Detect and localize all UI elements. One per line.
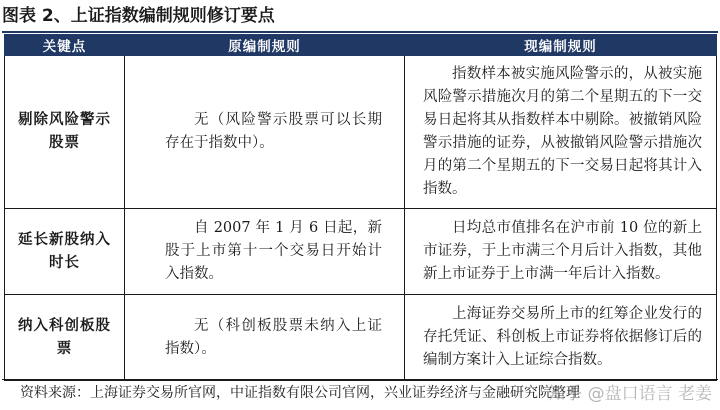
header-current-rules: 现编制规则 [405, 35, 717, 56]
table-header-row [5, 35, 717, 56]
rules-table [4, 34, 717, 381]
table-row [5, 209, 717, 295]
key-point-cell: 延长新股纳入时长 [5, 209, 125, 295]
title-underline [2, 31, 718, 33]
current-rule-cell [405, 56, 717, 209]
original-rule-cell [125, 209, 405, 295]
figure-title: 图表 2、上证指数编制规则修订要点 [2, 6, 275, 26]
original-rule-text: 无（风险警示股票可以长期存在于指数中）。 [165, 112, 382, 151]
header-key-point: 关键点 [5, 35, 125, 56]
original-rule-text: 无（科创板股票未纳入上证指数）。 [165, 317, 382, 357]
table-row [5, 56, 717, 209]
original-rule-cell [125, 295, 405, 381]
watermark: 知乎 @盘口语言 老姜 [548, 384, 712, 404]
current-rule-cell [405, 209, 717, 295]
original-rule-cell [125, 56, 405, 209]
original-rule-text: 自 2007 年 1 月 6 日起，新股于上市第十一个交易日开始计入指数。 [165, 220, 382, 282]
current-rule-text: 上海证券交易所上市的红筹企业发行的存托凭证、科创板上市证券将依据修订后的编制方案计入上证综合指数。 [423, 306, 702, 368]
current-rule-cell [405, 295, 717, 381]
source-text: 资料来源：上海证券交易所官网，中证指数有限公司官网，兴业证券经济与金融研究院整理 [20, 385, 580, 401]
key-point-cell: 纳入科创板股票 [5, 295, 125, 381]
current-rule-text: 日均总市值排名在沪市前 10 位的新上市证券，于上市满三个月后计入指数，其他新上市证券于上市满一年后计入指数。 [423, 220, 702, 282]
header-original-rules: 原编制规则 [125, 35, 405, 56]
key-point-cell: 剔除风险警示股票 [5, 56, 125, 209]
table-row [5, 295, 717, 381]
current-rule-text: 指数样本被实施风险警示的，从被实施风险警示措施次月的第二个星期五的下一交易日起将其从指数样本中剔除。被撤销风险警示措施的证券，从被撤销风险警示措施次月的第二个星期五的下一交易日起将其计入指数。 [423, 66, 702, 197]
